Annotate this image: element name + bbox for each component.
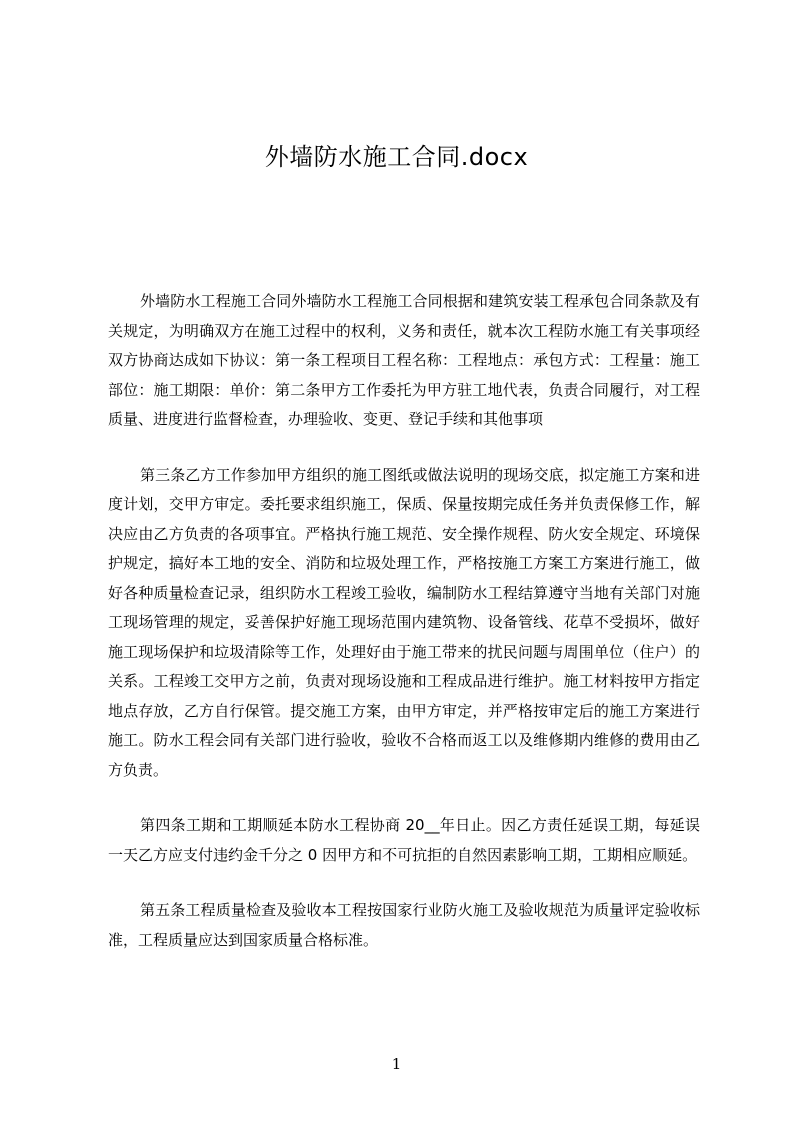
document-body <box>108 287 700 981</box>
document-title: 外墙防水施工合同.docx <box>264 143 529 171</box>
paragraph-1: 外墙防水工程施工合同外墙防水工程施工合同根据和建筑安装工程承包合同条款及有关规定，为明确双方在施工过程中的权利，义务和责任，就本次工程防水施工有关事项经双方协商达成如下协议：第一条工程项目工程名称：工程地点：承包方式：工程量：施工部位：施工期限：单价：第二条甲方工作委托为甲方驻工地代表，负责合同履行，对工程质量、进度进行监督检查，办理验收、变更、登记手续和其他事项 <box>108 292 700 428</box>
page-number: 1 <box>391 1055 402 1073</box>
paragraph-4: 第五条工程质量检查及验收本工程按国家行业防火施工及验收规范为质量评定验收标准，工程质量应达到国家质量合格标准。 <box>108 901 700 949</box>
paragraph-2: 第三条乙方工作参加甲方组织的施工图纸或做法说明的现场交底，拟定施工方案和进度计划，交甲方审定。委托要求组织施工，保质、保量按期完成任务并负责保修工作，解决应由乙方负责的各项事宜。严格执行施工规范、安全操作规程、防火安全规定、环境保护规定，搞好本工地的安全、消防和垃圾处理工作，严格按施工方案工方案进行施工，做好各种质量检查记录，组织防水工程竣工验收，编制防水工程结算遵守当地有关部门对施工现场管理的规定，妥善保护好施工现场范围内建筑物、设备管线、花草不受损坏，做好施工现场保护和垃圾清除等工作，处理好由于施工带来的扰民问题与周围单位（住户）的关系。工程竣工交甲方之前，负责对现场设施和工程成品进行维护。施工材料按甲方指定地点存放，乙方自行保管。提交施工方案，由甲方审定，并严格按审定后的施工方案进行施工。防水工程会同有关部门进行验收，验收不合格而返工以及维修期内维修的费用由乙方负责。 <box>108 465 700 779</box>
paragraph-3: 第四条工期和工期顺延本防水工程协商 20__年日止。因乙方责任延误工期，每延误一天乙方应支付违约金千分之 0 因甲方和不可抗拒的自然因素影响工期，工期相应顺延。 <box>108 816 700 864</box>
